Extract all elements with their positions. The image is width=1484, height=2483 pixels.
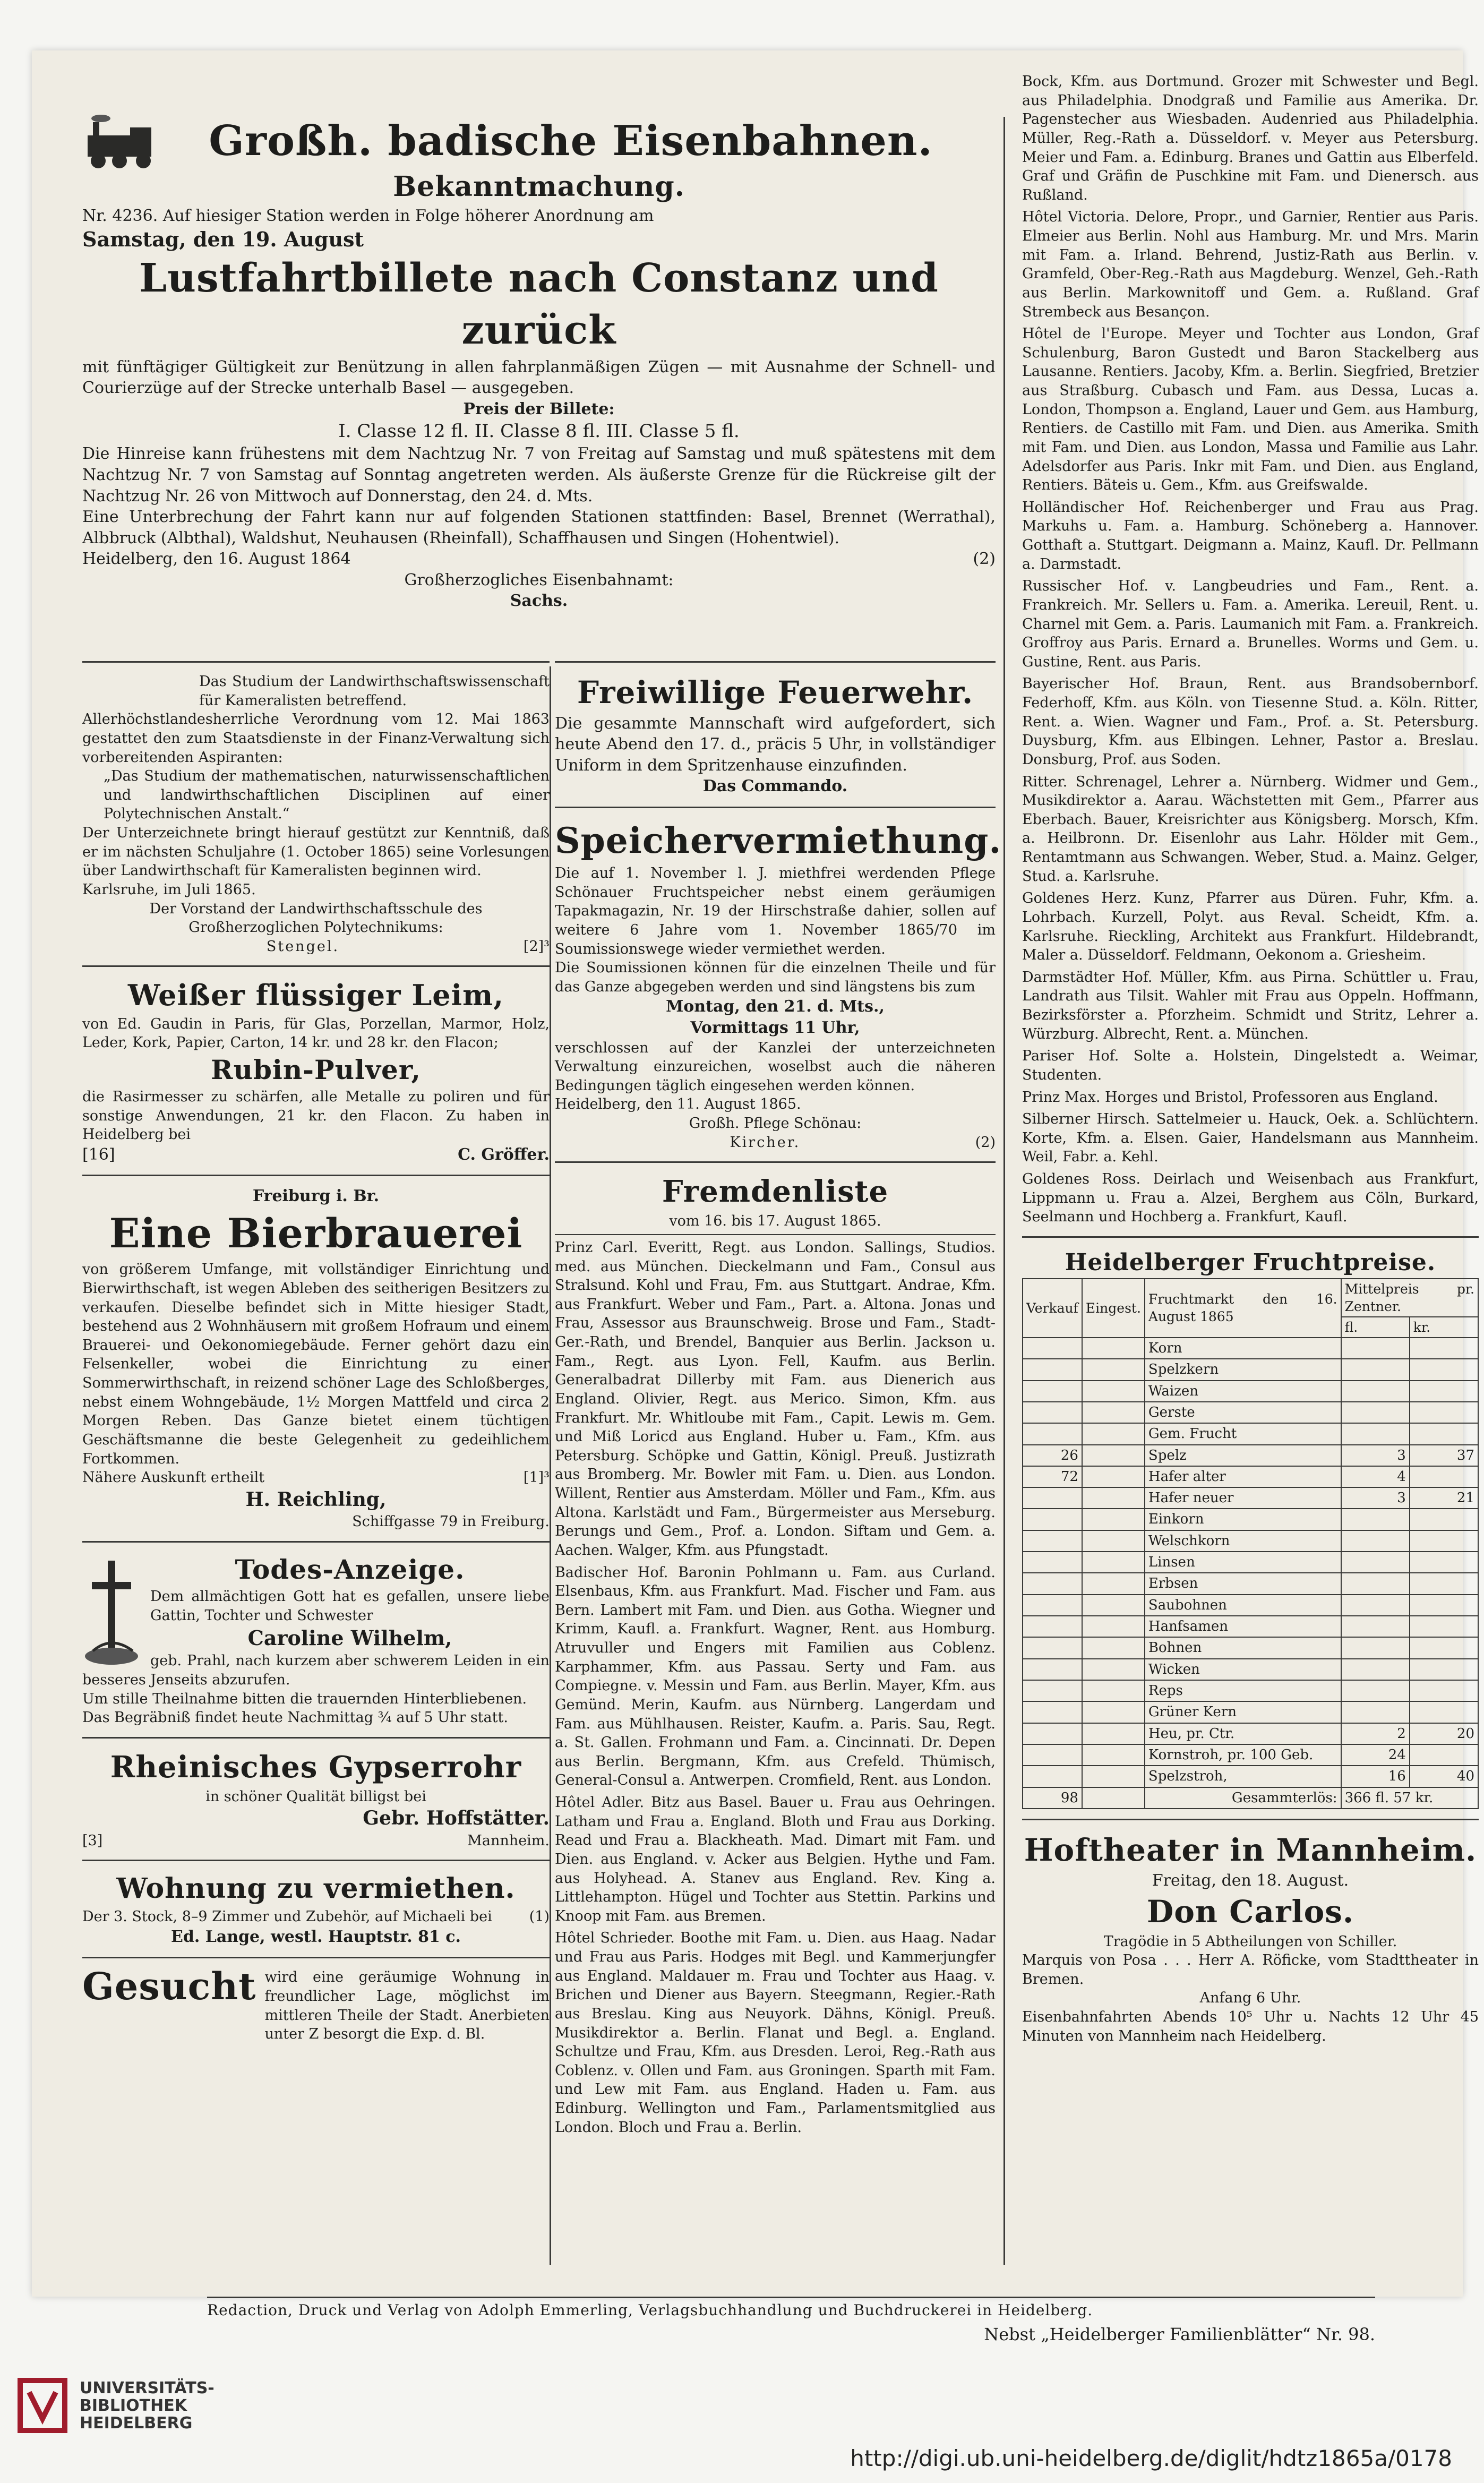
guest-list-victoria: Hôtel Victoria. Delore, Propr., und Garnier, Rentier aus Paris. Elmeier aus Berlin. Nohl aus Hamburg. Mr. und Mrs. Marin mit Fam. a. Irland. Behrend, Justiz-Rath aus Berlin. v. Gramfeld, Ober-Reg.-Rath aus Magdeburg. Wenzel, Geh.-Rath aus Berlin. Markownitoff und Gem. a. Rußland. Graf Strembeck aus Besançon. [1022,209,1479,320]
grain-cell-fl [1341,1701,1410,1723]
guest-list-darmstaedter-hof: Darmstädter Hof. Müller, Kfm. aus Pirna. Schüttler u. Frau, Landrath aus Tilsit. Wahler mit Frau aus Oppeln. Hoffmann, Bezirksförster a. Pforzheim. Schmidt und Stritz, Lehrer a. Würzburg. Albrecht, Rent. a. München. [1022,969,1479,1042]
grain-prices-title: Heidelberger Fruchtpreise. [1065,1248,1436,1276]
grain-price-table [1022,1278,1479,1809]
grain-row [1023,1680,1478,1701]
grain-cell-kr [1410,1701,1478,1723]
grain-cell-sold [1023,1637,1082,1658]
grain-cell-kr [1410,1530,1478,1552]
grain-cell-kr [1410,1359,1478,1380]
grain-row [1023,1766,1478,1787]
grain-cell-fl: 3 [1341,1487,1410,1509]
grain-cell-stocked [1082,1552,1145,1573]
theatre-play: Don Carlos. [1146,1893,1354,1930]
rail-authority: Großherzogliches Eisenbahnamt: [404,570,674,589]
rubin-text: die Rasirmesser zu schärfen, alle Metalle zu poliren und für sonstige Anwendungen, 21 kr. den Flacon. Zu haben in Heidelberg bei [82,1088,550,1143]
grain-cell-fl [1341,1338,1410,1359]
grain-cell-sold [1023,1402,1082,1423]
grain-cell-kr [1410,1744,1478,1766]
rubin-title: Rubin-Pulver, [211,1054,421,1085]
grain-cell-item: Wicken [1145,1659,1341,1680]
grain-cell-item: Spelzstroh, [1145,1766,1341,1787]
imprint: Redaction, Druck und Verlag von Adolph Emmerling, Verlagsbuchhandlung und Buchdruckerei in Heidelberg. [207,2297,1375,2319]
granary-signature: Kircher. [730,1134,801,1151]
theatre-title: Hoftheater in Mannheim. [1024,1831,1477,1868]
flat-text: Der 3. Stock, 8–9 Zimmer und Zubehör, auf Michaeli bei [82,1908,492,1925]
grain-cell-stocked [1082,1595,1145,1616]
grain-cell-kr [1410,1573,1478,1594]
grain-cell-item: Reps [1145,1680,1341,1701]
guest-list-europe: Hôtel de l'Europe. Meyer und Tochter aus London, Graf Schulenburg, Baron Gustedt und Baron Stackelberg aus Lausanne. Rentiers. Jacoby, Kfm. a. Berlin. Siegfried, Bretzier aus Straßburg. Cubasch und Fam. aus Dessa, Lucas a. London, Thompson a. England, Lauer und Gem. aus Hamburg, Rentiers. de Castillo mit Fam. und Dien. aus Amerika. Smith mit Fam. und Dien. aus London, Massa und Familie aus Lahr. Adelsdorfer aus Paris. Inkr mit Fam. und Dien. aus England, Rentiers. Bäteis u. Gem., Kfm. aus Greifswalde. [1022,326,1479,494]
guest-list-goldenes-herz: Goldenes Herz. Kunz, Pfarrer aus Düren. Fuhr, Kfm. a. Lohrbach. Kurzell, Polyt. aus Reval. Scheidt, Kfm. a. Karlsruhe. Rieckling, Architekt aus Frankfurt. Hildebrandt, Maler a. Düsseldorf. Feldmann, Oekonom a. Griesheim. [1022,890,1479,964]
grain-cell-kr [1410,1595,1478,1616]
rail-place-date: Heidelberg, den 16. August 1864 [82,550,351,569]
column-3 [1022,69,1479,2045]
grain-cell-sold [1023,1744,1082,1766]
rail-title: Großh. badische Eisenbahnen. [209,117,933,165]
granary-text-3: verschlossen auf der Kanzlei der unterzeichneten Verwaltung einzureichen, woselbst auch die näheren Bedingungen täglich eingesehen werden können. [555,1039,996,1094]
fire-brigade-signature: Das Commando. [702,777,848,796]
wanted-text: wird eine geräumige Wohnung in freundlicher Lage, möglichst im mittleren Theile der Stadt. Anerbieten unter Z besorgt die Exp. d. Bl. [264,1969,550,2043]
grain-cell-sold: 72 [1023,1466,1082,1487]
grain-cell-item: Hafer neuer [1145,1487,1341,1509]
grain-row [1023,1445,1478,1466]
death-notice-title: Todes-Anzeige. [235,1553,465,1585]
grain-row [1023,1616,1478,1637]
grain-cell-stocked [1082,1359,1145,1380]
brewery-number: [1]³ [523,1469,550,1486]
grain-row [1023,1637,1478,1658]
guest-list-prinz-carl: Prinz Carl. Everitt, Regt. aus London. Sallings, Studios. med. aus München. Dieckelmann und Fam., Consul aus Stralsund. Kohl und Frau, Fm. aus Stuttgart. Andrae, Kfm. aus Frankfurt. Weber und Fam., Part. a. Altona. Jonas und Frau, Assessor aus Braunschweig. Brose und Fam., Stadt-Ger.-Rath, und Brendel, Banquier aus Berlin. Jackson u. Fam., Regt. aus Lyon. Fell, Kaufm. aus Berlin. Generalbadrat Dillerby mit Fam. aus Dienerich aus England. Olivier, Regt. aus Merico. Simon, Kfm. aus Frankfurt. Mr. Whitloube mit Fam., Capit. Lewis m. Gem. und Miß Loricd aus England. Huber u. Fam., Kfm. aus Petersburg. Schöpke und Gattin, Königl. Preuß. Justizrath aus Bromberg. Mr. Bowler mit Fam. u. Dien. aus London. Willent, Rentier aus Amsterdam. Möller und Fam., Kfm. aus Altona. Karlstädt und Fam., Bürgermeister aus Merseburg. Berungs und Gem., Prof. a. London. Siftam und Gem. a. Aachen. Walger, Kfm. aus Pfungstadt. [555,1239,996,1559]
grain-cell-stocked [1082,1766,1145,1787]
granary-time: Vormittags 11 Uhr, [690,1018,860,1037]
grain-row [1023,1744,1478,1766]
grain-cell-item: Spelzkern [1145,1359,1341,1380]
grain-cell-item: Saubohnen [1145,1595,1341,1616]
grain-cell-fl: 4 [1341,1466,1410,1487]
grain-cell-kr: 37 [1410,1445,1478,1466]
grain-row [1023,1466,1478,1487]
grain-row [1023,1573,1478,1594]
grain-cell-kr [1410,1637,1478,1658]
granary-text-2: Die Soumissionen können für die einzelnen Theile und für das Ganze abgegeben werden und sind längstens bis zum [555,960,996,995]
grain-row [1023,1701,1478,1723]
grain-unit-kr: kr. [1410,1317,1478,1338]
guest-list-hotel-schrieder: Hôtel Schrieder. Boothe mit Fam. u. Dien. aus Haag. Nadar und Frau aus Paris. Hodges mit Begl. und Kammerjungfer aus England. Maldauer m. Frau und Tochter aus Haag. v. Brichen und Diener aus Bayern. Steegmann, Regier.-Rath aus Breslau. King aus Neuyork. Dähns, Königl. Preuß. Musikdirektor a. Berlin. Flanat und Begl. a. England. Schultze und Frau, Kfm. aus Dresden. Leroi, Reg.-Rath aus Coblenz. v. Ollen und Fam. aus Groningen. Sparth mit Fam. und Lew mit Fam. aus England. Haden u. Fam. aus Edinburg. Wellington und Fam., Parlamentsmitglied aus London. Bloch und Frau a. Berlin. [555,1930,996,2136]
rubin-signature: C. Gröffer. [458,1145,550,1164]
grain-cell-item: Hafer alter [1145,1466,1341,1487]
grain-row [1023,1509,1478,1530]
grain-cell-item: Linsen [1145,1552,1341,1573]
grain-row [1023,1552,1478,1573]
grain-cell-fl: 16 [1341,1766,1410,1787]
grain-cell-kr [1410,1616,1478,1637]
granary-authority: Großh. Pflege Schönau: [689,1115,862,1132]
death-notice-name: Caroline Wilhelm, [247,1626,452,1650]
grain-cell-kr [1410,1402,1478,1423]
grain-cell-stocked [1082,1423,1145,1444]
rail-signature: Sachs. [510,592,568,611]
grain-cell-item: Grüner Kern [1145,1701,1341,1723]
brewery-title: Eine Bierbrauerei [109,1209,523,1257]
grain-row [1023,1595,1478,1616]
grain-cell-fl [1341,1359,1410,1380]
grain-cell-item: Hanfsamen [1145,1616,1341,1637]
fire-brigade-title: Freiwillige Feuerwehr. [577,674,974,710]
gyps-title: Rheinisches Gypserrohr [110,1749,522,1785]
guest-list-hotel-adler: Hôtel Adler. Bitz aus Basel. Bauer u. Frau aus Oehringen. Latham und Frau a. England. Bloth und Frau aus Dorking. Read und Frau a. Blackheath. Mad. Dimart mit Fam. und Dien. aus England. v. Acker aus Belgien. Hythe und Fam. aus Holyhead. A. Stanev aus England. Rev. King a. Littlehampton. Hügel und Tochter aus Stettin. Parkins und Knoop mit Fam. aus Bremen. [555,1794,996,1924]
grain-cell-item: Bohnen [1145,1637,1341,1658]
guest-list-russischer-hof: Russischer Hof. v. Langbeudries und Fam., Rent. a. Frankreich. Mr. Sellers u. Fam. a. Amerika. Lereuil, Rent. u. Charnel mit Gem. a. Paris. Laumanich mit Fam. a. Frankreich. Groffroy aus Paris. Ernard a. Brunelles. Worms und Gem. u. Gustine, Rent. aus Paris. [1022,578,1479,670]
grain-cell-fl [1341,1423,1410,1444]
rail-intro: Nr. 4236. Auf hiesiger Station werden in Folge höherer Anordnung am [82,206,654,225]
rail-headline: Lustfahrtbillete nach Constanz und zurück [139,255,939,353]
grain-cell-stocked [1082,1338,1145,1359]
grain-cell-fl [1341,1659,1410,1680]
study-number: [2]³ [523,938,550,955]
grain-row [1023,1381,1478,1402]
grain-cell-sold [1023,1680,1082,1701]
granary-date: Montag, den 21. d. Mts., [666,997,885,1016]
grain-cell-kr [1410,1381,1478,1402]
grain-cell-stocked [1082,1680,1145,1701]
locomotive-icon [82,114,162,173]
rail-journey: Die Hinreise kann frühestens mit dem Nachtzug Nr. 7 von Freitag auf Samstag und muß spätestens mit dem Nachtzug Nr. 7 von Samstag auf Sonntag angetreten werden. Als äußerste Grenze für die Rückreise gilt der Nachtzug Nr. 26 von Mittwoch auf Donnerstag, den 24. d. Mts. [82,444,996,506]
grain-cell-stocked [1082,1573,1145,1594]
theatre-date: Freitag, den 18. August. [1152,1871,1349,1890]
footer [207,2297,1375,2344]
brewery-text: von größerem Umfange, mit vollständiger Einrichtung und Bierwirthschaft, ist wegen Ableben des seitherigen Besitzers zu verkaufen. Dieselbe befindet sich in Mitte hiesiger Stadt, bestehend aus 2 Wohnhäusern mit großem Hofraum und einem Brauerei- und Oekonomiegebäude. Ferner gehört dazu ein Felsenkeller, wobei die Einrichtung zu einer Sommerwirthschaft, in reizend schöner Lage des Schloßberges, nebst einem Wohngebäude, 1½ Morgen Mattfeld und circa 2 Morgen Reben. Das Ganze bietet einem tüchtigen Geschäftsmanne die beste Gelegenheit zu gedeihlichem Fortkommen. [82,1261,550,1467]
rail-price-head: Preis der Billete: [463,399,615,418]
grain-cell-fl: 24 [1341,1744,1410,1766]
grain-cell-stocked [1082,1701,1145,1723]
grain-cell-stocked [1082,1381,1145,1402]
grain-cell-stocked [1082,1487,1145,1509]
grain-total-value: 366 fl. 57 kr. [1341,1787,1478,1809]
guest-list-cont: Bock, Kfm. aus Dortmund. Grozer mit Schwester und Begl. aus Philadelphia. Dnodgraß und Familie aus Amerika. Dr. Pagenstecher aus Wiesbaden. Audenried aus Philadelphia. Müller, Reg.-Rath a. Düsseldorf. v. Meyer aus Petersburg. Meier und Fam. a. Edinburg. Branes und Gattin aus Elberfeld. Graf und Gräfin de Puschkine mit Fam. und Dienersch. aus Rußland. [1022,73,1479,203]
grain-cell-fl [1341,1402,1410,1423]
grain-row [1023,1402,1478,1423]
grain-cell-sold [1023,1359,1082,1380]
granary-place: Heidelberg, den 11. August 1865. [555,1096,801,1113]
guest-list-badischer-hof: Badischer Hof. Baronin Pohlmann u. Fam. aus Curland. Elsenbaus, Kfm. aus Frankfurt. Mad. Fischer und Fam. aus Bern. Lambert mit Fam. und Dien. aus Gotha. Wiegner und Krimm, Kaufl. a. Frankfurt. Wagner, Rent. aus Homburg. Atruvuller und Engers mit Familien aus Coblenz. Karphammer, Kfm. aus Passau. Serty und Fam. aus Compiegne. v. Messin und Fam. aus Berlin. Mayer, Kfm. aus Gemünd. Merin, Kaufm. aus Nürnberg. Langerdam und Fam. aus Mühlhausen. Reister, Kaufm. a. Paris. Sau, Regt. a. St. Gallen. Frohmann und Fam. a. Cincinnati. Dr. Depen aus Berlin. Bergmann, Kfm. aus Crefeld. Thümisch, General-Consul a. Antwerpen. Cromfield, Rent. aus London. [555,1564,996,1789]
grain-total-left: 98 [1023,1787,1082,1809]
granary-text: Die auf 1. November l. J. miethfrei werdenden Pflege Schönauer Fruchtspeicher nebst einem geräumigen Tapakmagazin, Nr. 19 der Hirschstraße dahier, sollen auf weitere 6 Jahre vom 1. November 1865/70 im Soumissionswege wieder vermiethet werden. [555,865,996,957]
death-notice-request: Um stille Theilnahme bitten die trauernden Hinterbliebenen. [82,1690,527,1707]
death-notice-funeral: Das Begräbniß findet heute Nachmittag ¾ auf 5 Uhr statt. [82,1709,508,1726]
guest-list-date: vom 16. bis 17. August 1865. [669,1213,881,1230]
grain-cell-item: Erbsen [1145,1573,1341,1594]
granary-title: Speichervermiethung. [555,819,1002,861]
grain-cell-kr: 40 [1410,1766,1478,1787]
grain-cell-kr [1410,1680,1478,1701]
rail-stops: Eine Unterbrechung der Fahrt kann nur auf folgenden Stationen stattfinden: Basel, Brennet (Werrathal), Albbruck (Albthal), Waldshut, Neuhausen (Rheinfall), Schaffhausen und Singen (Hohentwiel). [82,508,996,547]
grain-cell-kr [1410,1338,1478,1359]
grain-cell-sold [1023,1595,1082,1616]
grain-row [1023,1338,1478,1359]
brewery-info: Nähere Auskunft ertheilt [82,1469,265,1486]
grain-row [1023,1723,1478,1744]
grain-cell-stocked [1082,1659,1145,1680]
column-2 [555,661,1002,2140]
grain-cell-sold [1023,1573,1082,1594]
study-announcement: Der Unterzeichnete bringt hierauf gestützt zur Kenntniß, daß er im nächsten Schuljahre (1. October 1865) seine Vorlesungen über Landwirthschaft für Kameralisten beginnen wird. [82,825,550,879]
guest-list-goldenes-ross: Goldenes Ross. Deirlach und Weisenbach aus Frankfurt, Lippmann u. Frau a. Alzei, Berghem aus Cöln, Burkard, Seelmann und Hochberg a. Frankfurt, Kaufl. [1022,1171,1479,1226]
grain-header-stocked: Eingest. [1082,1279,1145,1338]
grain-cell-sold [1023,1659,1082,1680]
grain-cell-sold: 26 [1023,1445,1082,1466]
grain-cell-sold [1023,1423,1082,1444]
column-1 [82,114,996,612]
rubin-number: [16] [82,1145,115,1164]
guest-list-title: Fremdenliste [662,1174,889,1210]
column-1-lower [82,661,550,2044]
newspaper-page [32,50,1479,2344]
study-signature: Stengel. [266,938,340,955]
flat-signature: Ed. Lange, westl. Hauptstr. 81 c. [171,1927,461,1946]
library-line-2: BIBLIOTHEK [80,2396,187,2415]
grain-cell-fl [1341,1680,1410,1701]
library-logo [16,2376,215,2435]
grain-cell-kr: 21 [1410,1487,1478,1509]
guest-list-silberner-hirsch: Silberner Hirsch. Sattelmeier u. Hauck, Oek. a. Schlüchtern. Korte, Kfm. a. Elsen. Gaier, Handelsmann aus Mannheim. Weil, Fabr. a. Kehl. [1022,1111,1479,1166]
rail-prices: I. Classe 12 fl. II. Classe 8 fl. III. Classe 5 fl. [338,421,740,442]
grain-cell-item: Gem. Frucht [1145,1423,1341,1444]
flat-number: (1) [529,1908,550,1925]
grain-cell-sold [1023,1381,1082,1402]
grave-cross-icon [82,1555,141,1667]
grain-cell-fl [1341,1573,1410,1594]
rail-number: (2) [973,550,996,569]
grain-cell-sold [1023,1701,1082,1723]
grain-cell-stocked [1082,1509,1145,1530]
gyps-signature: Gebr. Hoffstätter. [363,1807,550,1830]
library-seal-icon [16,2376,69,2435]
rail-validity: mit fünftägiger Gültigkeit zur Benützung in allen fahrplanmäßigen Zügen — mit Ausnahme der Schnell- und Courierzüge auf der Strecke unterhalb Basel — ausgegeben. [82,357,996,398]
guest-list-bayerischer-hof: Bayerischer Hof. Braun, Rent. aus Brandsobernborf. Federhoff, Kfm. aus Köln. von Tiesenne Stud. a. Köln. Ritter, Rent. a. Wien. Wagner und Fam., Prof. a. St. Petersburg. Duysburg, Kfm. aus Elbingen. Lehner, Pastor a. Breslau. Donsburg, Prof. aus Soden. [1022,675,1479,768]
grain-cell-stocked [1082,1723,1145,1744]
theatre-train: Eisenbahnfahrten Abends 10⁵ Uhr u. Nachts 12 Uhr 45 Minuten von Mannheim nach Heidelberg. [1022,2009,1479,2044]
grain-cell-sold [1023,1616,1082,1637]
grain-cell-stocked [1082,1616,1145,1637]
grain-cell-sold [1023,1552,1082,1573]
grain-cell-fl [1341,1616,1410,1637]
rail-date: Samstag, den 19. August [82,227,364,252]
granary-number: (2) [975,1134,996,1151]
grain-cell-item: Kornstroh, pr. 100 Geb. [1145,1744,1341,1766]
grain-row [1023,1487,1478,1509]
supplement-note: Nebst „Heidelberger Familienblätter“ Nr. 98. [984,2324,1375,2344]
grain-cell-stocked [1082,1402,1145,1423]
study-authority: Der Vorstand der Landwirthschaftsschule des Großherzoglichen Polytechnikums: [149,900,483,936]
rail-subtitle: Bekanntmachung. [393,170,685,203]
grain-cell-kr [1410,1466,1478,1487]
grain-cell-item: Gerste [1145,1402,1341,1423]
grain-cell-sold [1023,1723,1082,1744]
study-heading: Das Studium der Landwirthschaftswissenschaft für Kameralisten betreffend. [199,673,550,709]
grain-unit-fl: fl. [1341,1317,1410,1338]
fire-brigade-text: Die gesammte Mannschaft wird aufgefordert, sich heute Abend den 17. d., präcis 5 Uhr, in vollständiger Uniform in dem Spritzenhause einzufinden. [555,714,996,775]
death-notice-text: Dem allmächtigen Gott hat es gefallen, unsere liebe Gattin, Tochter und Schwester [150,1588,550,1624]
grain-cell-fl [1341,1381,1410,1402]
grain-cell-stocked [1082,1466,1145,1487]
theatre-start: Anfang 6 Uhr. [1199,1990,1301,2007]
grain-cell-kr [1410,1423,1478,1444]
column-rule-1 [550,666,551,2265]
grain-cell-kr [1410,1509,1478,1530]
grain-cell-item: Welschkorn [1145,1530,1341,1552]
brewery-address: Schiffgasse 79 in Freiburg. [352,1513,550,1530]
grain-cell-stocked [1082,1744,1145,1766]
grain-cell-fl [1341,1530,1410,1552]
flat-title: Wohnung zu vermiethen. [116,1872,516,1905]
grain-cell-item: Einkorn [1145,1509,1341,1530]
theatre-description: Tragödie in 5 Abtheilungen von Schiller. [1103,1933,1397,1950]
gyps-number: [3] [82,1832,103,1849]
death-notice-text-2: geb. Prahl, nach kurzem aber schwerem Leiden in ein besseres Jenseits abzurufen. [82,1653,550,1688]
study-ordinance: Allerhöchstlandesherrliche Verordnung vom 12. Mai 1863 gestattet den zum Staatsdienste in der Finanz-Verwaltung sich vorbereitenden Aspiranten: [82,711,550,766]
grain-cell-kr [1410,1659,1478,1680]
library-line-3: HEIDELBERG [80,2413,193,2433]
column-rule-2 [1003,117,1005,2265]
gyps-place: Mannheim. [467,1832,550,1849]
grain-cell-sold [1023,1766,1082,1787]
grain-cell-fl: 2 [1341,1723,1410,1744]
library-line-1: UNIVERSITÄTS- [80,2378,215,2398]
grain-cell-item: Heu, pr. Ctr. [1145,1723,1341,1744]
grain-cell-kr [1410,1552,1478,1573]
grain-cell-fl [1341,1552,1410,1573]
grain-cell-stocked [1082,1530,1145,1552]
grain-header-sold: Verkauf [1023,1279,1082,1338]
grain-cell-fl: 3 [1341,1445,1410,1466]
grain-cell-item: Waizen [1145,1381,1341,1402]
grain-cell-fl [1341,1595,1410,1616]
brewery-signature: H. Reichling, [245,1488,387,1511]
grain-cell-item: Spelz [1145,1445,1341,1466]
grain-cell-kr: 20 [1410,1723,1478,1744]
leim-title: Weißer flüssiger Leim, [127,978,504,1013]
grain-row [1023,1530,1478,1552]
grain-cell-sold [1023,1487,1082,1509]
brewery-place: Freiburg i. Br. [252,1187,380,1206]
grain-row [1023,1359,1478,1380]
source-url[interactable]: http://digi.ub.uni-heidelberg.de/diglit/hdtz1865a/0178 [850,2445,1452,2471]
grain-cell-fl [1341,1509,1410,1530]
grain-cell-stocked [1082,1637,1145,1658]
grain-cell-stocked [1082,1445,1145,1466]
grain-cell-fl [1341,1637,1410,1658]
study-quote: „Das Studium der mathematischen, naturwissenschaftlichen und landwirthschaftlichen Disciplinen auf einer Polytechnischen Anstalt.“ [104,768,550,823]
grain-header-price: Mittelpreis pr. Zentner. [1341,1279,1478,1317]
guest-list-ritter: Ritter. Schrenagel, Lehrer a. Nürnberg. Widmer und Gem., Musikdirektor a. Aarau. Wächstetten mit Gem., Pfarrer aus Eberbach. Bauer, Kreisrichter aus Königsberg. Morsch, Kfm. a. Heilbronn. Dr. Eisenlohr aus Lahr. Hölder mit Gem., Rentamtmann aus Schwangen. Weber, Stud. a. Mainz. Gelger, Stud. a. Karlsruhe. [1022,773,1479,885]
wanted-title: Gesucht [82,1964,256,2009]
grain-cell-sold [1023,1509,1082,1530]
guest-list-pariser-hof: Pariser Hof. Solte a. Holstein, Dingelstedt a. Weimar, Studenten. [1022,1048,1479,1083]
grain-total-label: Gesammterlös: [1145,1787,1341,1809]
grain-cell-sold [1023,1338,1082,1359]
grain-cell-item: Korn [1145,1338,1341,1359]
gyps-text: in schöner Qualität billigst bei [205,1788,426,1805]
guest-list-prinz-max: Prinz Max. Horges und Bristol, Professoren aus England. [1022,1089,1438,1106]
grain-row [1023,1423,1478,1444]
leim-text: von Ed. Gaudin in Paris, für Glas, Porzellan, Marmor, Holz, Leder, Kork, Papier, Carton, 14 kr. und 28 kr. den Flacon; [82,1015,550,1051]
grain-cell-sold [1023,1530,1082,1552]
study-place: Karlsruhe, im Juli 1865. [82,881,256,898]
theatre-cast: Marquis von Posa . . . Herr A. Röficke, vom Stadttheater in Bremen. [1022,1952,1479,1988]
grain-row [1023,1659,1478,1680]
grain-header-market: Fruchtmarkt den 16. August 1865 [1145,1279,1341,1338]
guest-list-hollaendischer-hof: Holländischer Hof. Reichenberger und Frau aus Prag. Markuhs u. Fam. a. Hamburg. Schöneberg a. Hannover. Gotthaft a. Stuttgart. Deigmann a. Mainz, Kaufl. Dr. Pellmann a. Darmstadt. [1022,499,1479,572]
